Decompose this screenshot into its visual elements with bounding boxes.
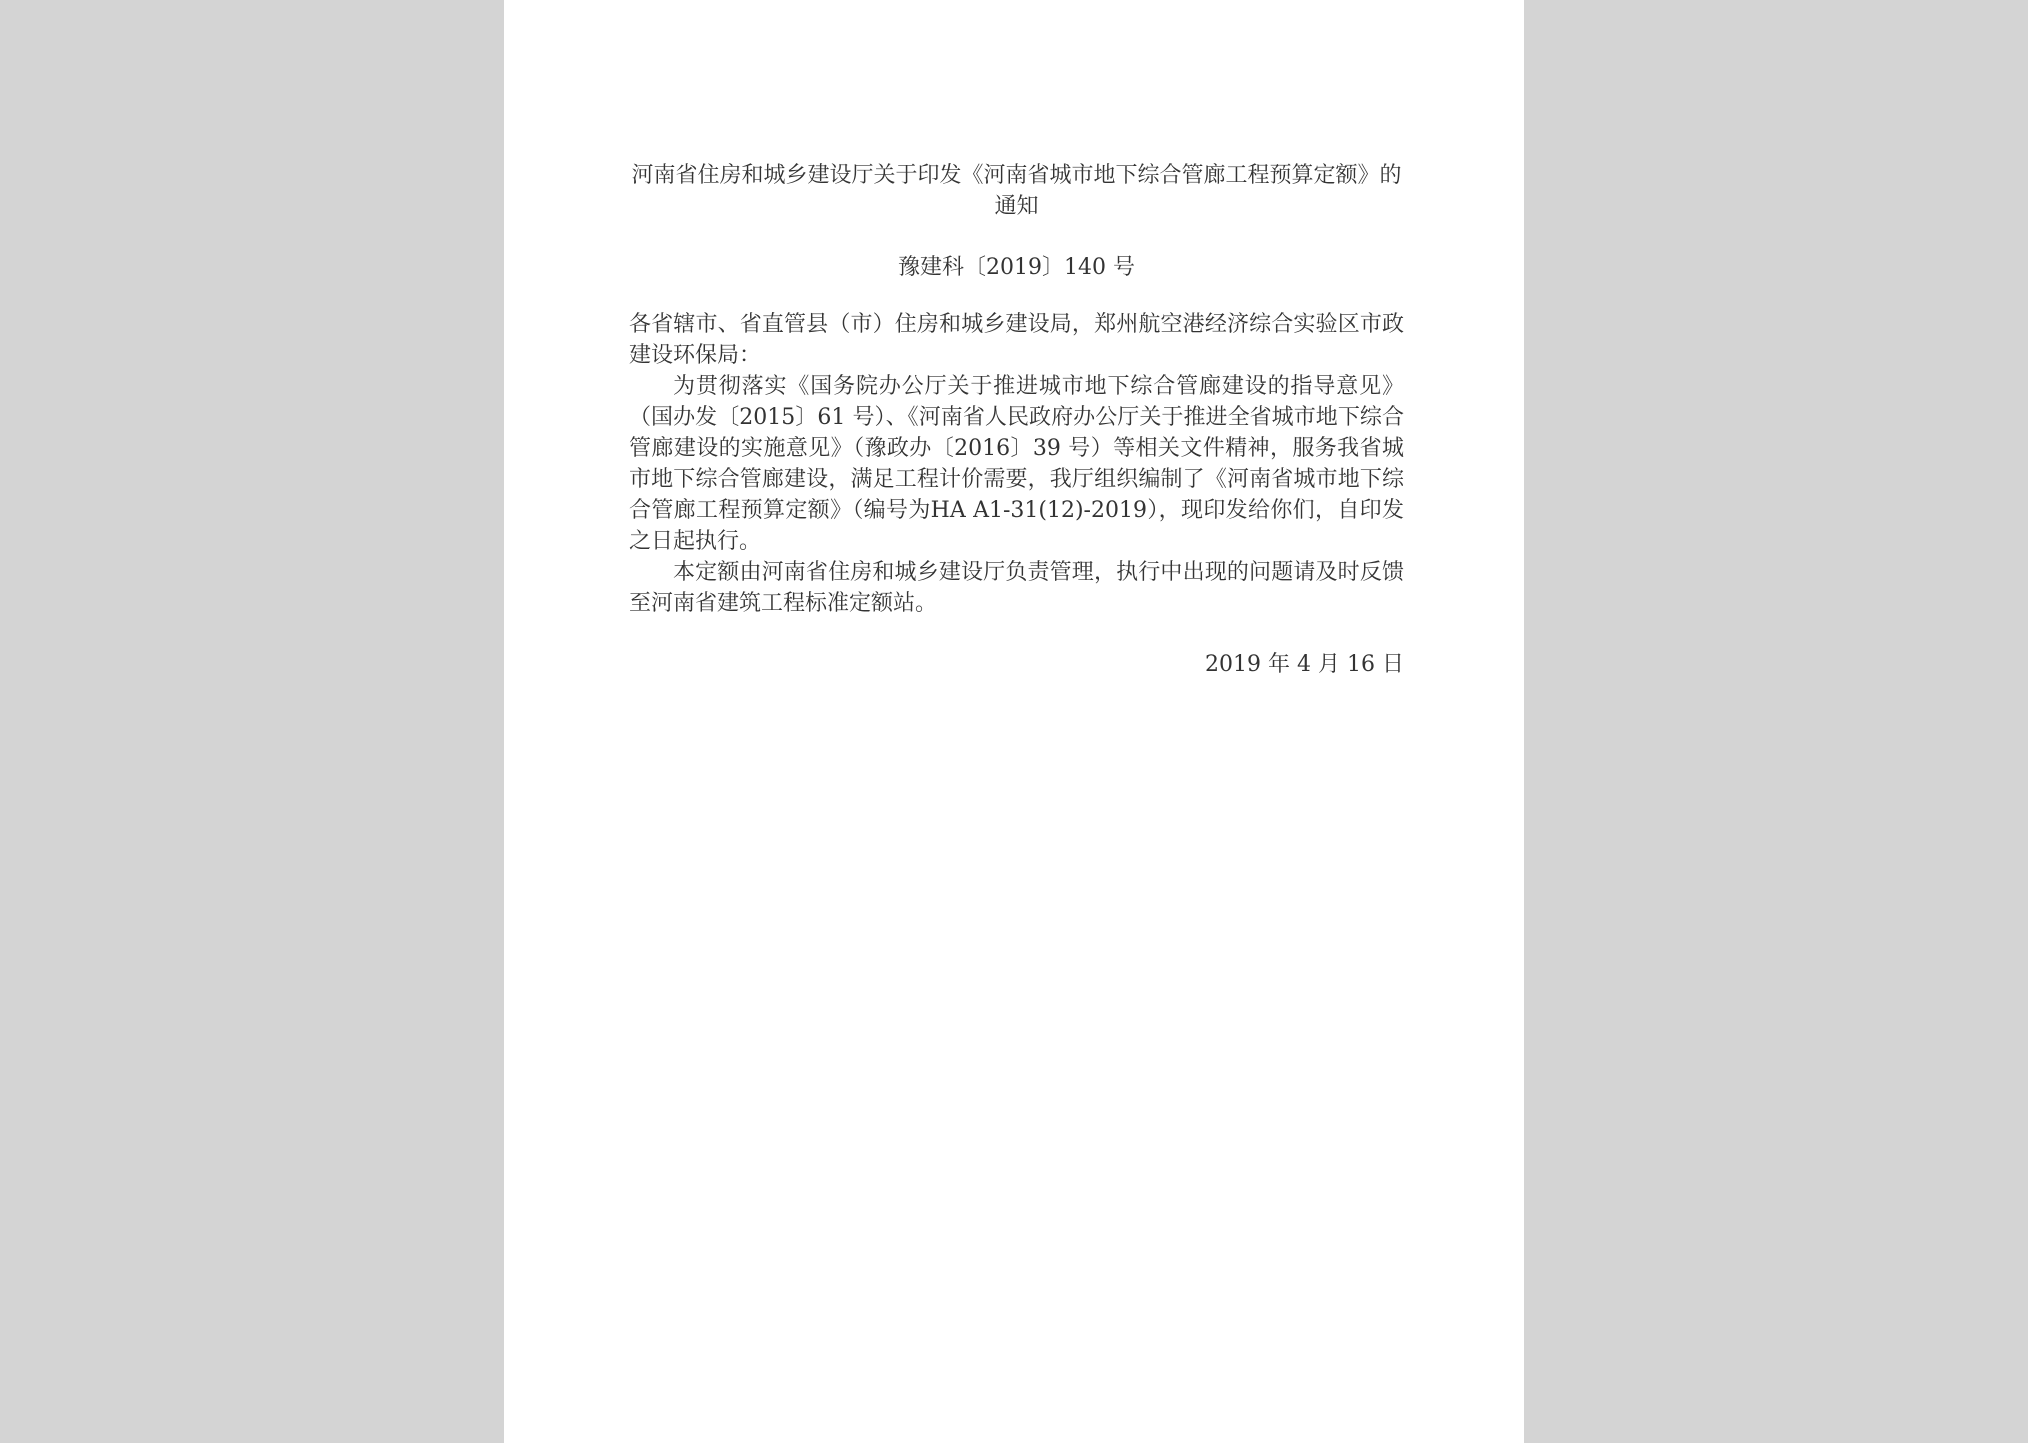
page-content <box>629 160 1404 702</box>
document-page <box>504 0 1524 1443</box>
document-number: 豫建科〔2019〕140 号 <box>898 255 1135 280</box>
document-date: 2019 年 4 月 16 日 <box>1205 652 1404 677</box>
body-paragraph-2: 本定额由河南省住房和城乡建设厅负责管理，执行中出现的问题请及时反馈至河南省建筑工程标准定额站。 <box>629 560 1404 616</box>
salutation: 各省辖市、省直管县（市）住房和城乡建设局，郑州航空港经济综合实验区市政建设环保局： <box>629 312 1404 368</box>
body-paragraph-1: 为贯彻落实《国务院办公厅关于推进城市地下综合管廊建设的指导意见》（国办发〔2015〕61 号）、《河南省人民政府办公厅关于推进全省城市地下综合管廊建设的实施意见》（豫政办〔2016〕39 号）等相关文件精神，服务我省城市地下综合管廊建设，满足工程计价需要，我厅组织编制了《河南省城市地下综合管廊工程预算定额》（编号为HA A1-31(12)-2019），现印发给你们，自印发之日起执行。 <box>629 374 1404 554</box>
document-title: 河南省住房和城乡建设厅关于印发《河南省城市地下综合管廊工程预算定额》的通知 <box>631 163 1402 219</box>
